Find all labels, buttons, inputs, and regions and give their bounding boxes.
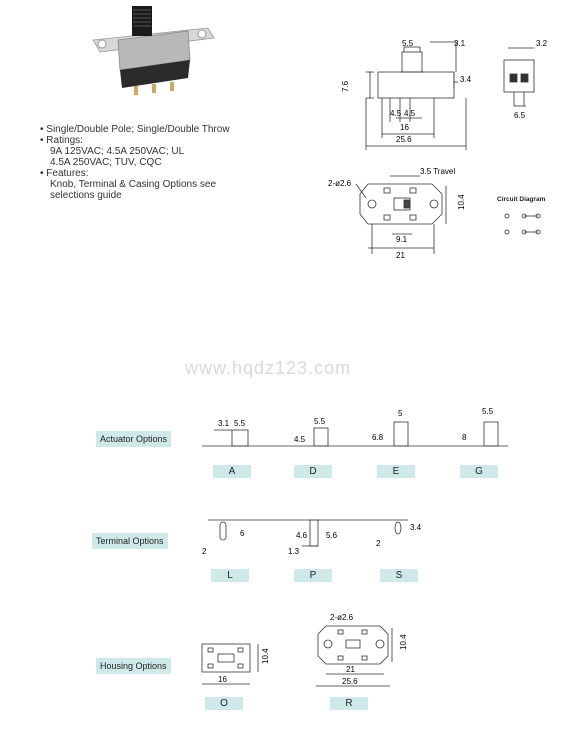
terminal-options-label: Terminal Options <box>92 533 168 549</box>
actuator-option-d: D <box>294 465 332 478</box>
dim-25-6: 25.6 <box>396 135 412 144</box>
feature-line: 4.5A 250VAC; TUV, CQC <box>50 157 162 168</box>
dim-3-2: 3.2 <box>536 39 548 48</box>
actuator-options-label: Actuator Options <box>96 431 171 447</box>
dim-r-holes: 2-ø2.6 <box>330 613 354 622</box>
terminal-option-l: L <box>211 569 249 582</box>
feature-line: selections guide <box>50 190 122 201</box>
dim-r-25-6: 25.6 <box>342 677 358 686</box>
feature-line: • Ratings: <box>40 135 83 146</box>
housing-option-r: R <box>330 697 368 710</box>
dim-7-6: 7.6 <box>341 80 350 92</box>
circuit-diagram <box>502 208 552 242</box>
watermark: www.hqdz123.com <box>185 358 352 378</box>
housing-options-drawing <box>196 608 416 700</box>
dim-d-5-5: 5.5 <box>314 417 326 426</box>
terminal-option-s: S <box>380 569 418 582</box>
dim-5-5: 5.5 <box>402 39 414 48</box>
circuit-diagram-title: Circuit Diagram <box>497 196 546 203</box>
feature-line: • Features: <box>40 168 89 179</box>
dim-a-3-1: 3.1 <box>218 419 230 428</box>
dim-d-4-5: 4.5 <box>294 435 306 444</box>
dim-r-21: 21 <box>346 665 355 674</box>
actuator-options-drawing <box>198 400 518 460</box>
feature-line: Knob, Terminal & Casing Options see <box>50 179 217 190</box>
actuator-option-a: A <box>213 465 251 478</box>
features-list <box>40 124 230 201</box>
actuator-option-g: G <box>460 465 498 478</box>
dim-g-8: 8 <box>462 433 467 442</box>
terminal-options-drawing <box>198 512 438 566</box>
dim-3-4: 3.4 <box>460 75 472 84</box>
travel-label: 3.5 Travel <box>420 167 456 176</box>
side-view-drawing <box>330 30 564 160</box>
dim-p-4-6: 4.6 <box>296 531 308 540</box>
dim-p-5-6: 5.6 <box>326 531 338 540</box>
actuator-option-e: E <box>377 465 415 478</box>
dim-o-16: 16 <box>218 675 227 684</box>
dim-p-1-3: 1.3 <box>288 547 300 556</box>
dim-4-5-left: 4.5 <box>390 109 402 118</box>
dim-r-10-4: 10.4 <box>399 634 408 650</box>
dim-4-5-right: 4.5 <box>404 109 416 118</box>
housing-option-o: O <box>205 697 243 710</box>
dim-o-10-4: 10.4 <box>261 648 270 664</box>
dim-a-5-5: 5.5 <box>234 419 246 428</box>
dim-s-3-4: 3.4 <box>410 523 422 532</box>
dim-10-4: 10.4 <box>457 194 466 210</box>
terminal-option-p: P <box>294 569 332 582</box>
dim-3-1: 3.1 <box>454 39 466 48</box>
holes-label: 2-ø2.6 <box>328 179 352 188</box>
dim-16: 16 <box>400 123 409 132</box>
dim-e-5: 5 <box>398 409 403 418</box>
dim-s-2: 2 <box>376 539 381 548</box>
dim-l-2: 2 <box>202 547 207 556</box>
dim-e-6-8: 6.8 <box>372 433 384 442</box>
feature-line: • Single/Double Pole; Single/Double Throw <box>40 124 230 135</box>
housing-options-label: Housing Options <box>96 658 171 674</box>
dim-6-5: 6.5 <box>514 111 526 120</box>
dim-l-6: 6 <box>240 529 245 538</box>
bottom-view-drawing <box>326 162 476 262</box>
switch-product-photo <box>88 0 218 100</box>
feature-line: 9A 125VAC; 4.5A 250VAC; UL <box>50 146 185 157</box>
dim-9-1: 9.1 <box>396 235 408 244</box>
dim-21: 21 <box>396 251 405 260</box>
dim-g-5-5: 5.5 <box>482 407 494 416</box>
